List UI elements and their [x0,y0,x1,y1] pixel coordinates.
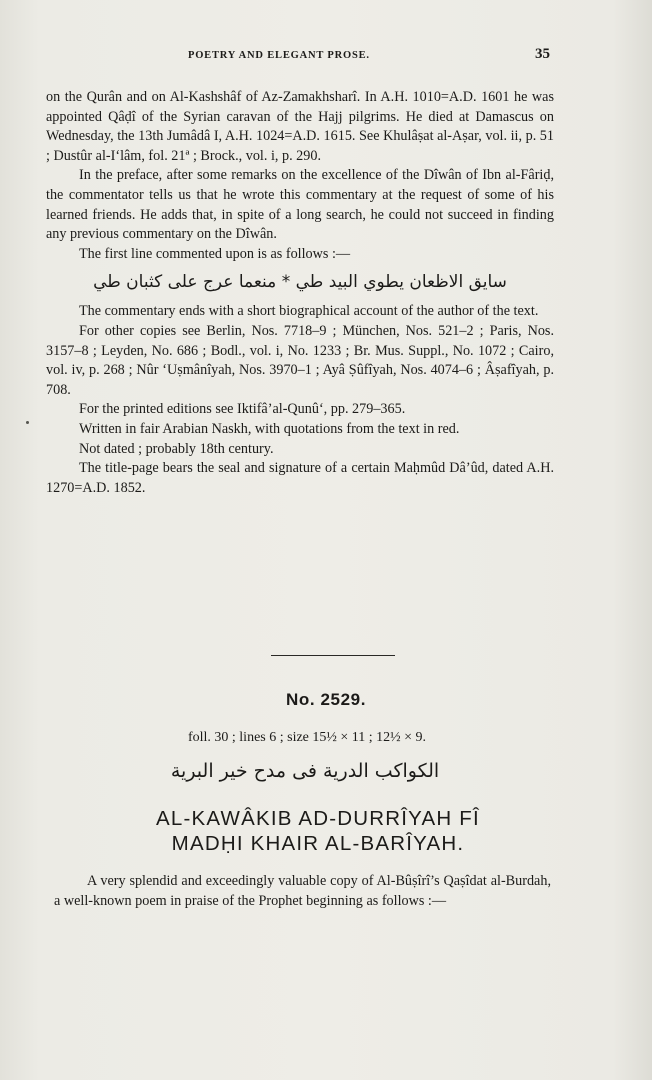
scan-speck [26,421,29,424]
paragraph-commentary-end: The commentary ends with a short biographical account of the author of the text. [79,303,539,320]
paragraph-script: Written in fair Arabian Naskh, with quotations from the text in red. [79,420,460,437]
body-text [46,88,554,498]
arabic-verse: سايق الاظعان يطوي البيد طي * منعما عرج على كثبان طي [93,272,507,293]
page-number: 35 [535,46,550,62]
paragraph-first-line-intro: The first line commented upon is as follows :— [79,245,351,262]
entry-title [0,806,636,856]
running-head: POETRY AND ELEGANT PROSE. [188,50,370,61]
description-paragraph: A very splendid and exceedingly valuable copy of Al-Bûṣîrî’s Qaṣîdat al-Burdah, a well-known poem in praise of the Prophet beginning as follows :— [54,873,551,909]
paragraph-seal: The title-page bears the seal and signature of a certain Maḥmûd Dâ’ûd, dated A.H. 1270=A.D. 1852. [46,460,554,496]
paragraph-printed-editions: For the printed editions see Iktifâ’al-Qunû‘, pp. 279–365. [79,401,406,418]
paragraph-other-copies: For other copies see Berlin, Nos. 7718–9 ; München, Nos. 521–2 ; Paris, Nos. 3157–8 ; Leyden, No. 686 ; Bodl., vol. i, No. 1233 ; Br. Mus. Suppl., No. 1072 ; Cairo, vol. iv, p. 268 ; Nûr ‘Uṣmânîyah, Nos. 3970–1 ; Ayâ Ṣûfîyah, Nos. 4074–6 ; Âṣafîyah, p. 708. [46,322,554,398]
arabic-title: الكواكب الدرية فى مدح خير البرية [170,760,440,782]
paragraph-continued: on the Qurân and on Al-Kashshâf of Az-Zamakhsharî. In A.H. 1010=A.D. 1601 he was appointed Qâḍî of the Syrian caravan of the Hajj pilgrims. He died at Damascus on Wednesday, the 13th Jumâdâ I, A.H. 1024=A.D. 1615. See Khulâṣat al-Aṣar, vol. ii, p. 51 ; Dustûr al-I‘lâm, fol. 21ª ; Brock., vol. i, p. 290. [46,89,554,164]
entry-number: No. 2529. [285,690,367,709]
folio-info: foll. 30 ; lines 6 ; size 15½ × 11 ; 12½ × 9. [187,730,427,745]
entry-description [54,872,551,911]
entry-title-line-2: MADḤI KHAIR AL-BARÎYAH. [171,832,465,855]
paragraph-preface: In the preface, after some remarks on the excellence of the Dîwân of Ibn al-Fâriḍ, the commentator tells us that he wrote this commentary at the request of some of his learned friends. He adds that, in spite of a long search, he could not succeed in finding any previous commentary on the Dîwân. [46,167,554,243]
paragraph-date: Not dated ; probably 18th century. [79,440,274,457]
entry-title-line-1: AL-KAWÂKIB AD-DURRÎYAH FÎ [156,807,480,830]
section-divider [271,655,395,656]
